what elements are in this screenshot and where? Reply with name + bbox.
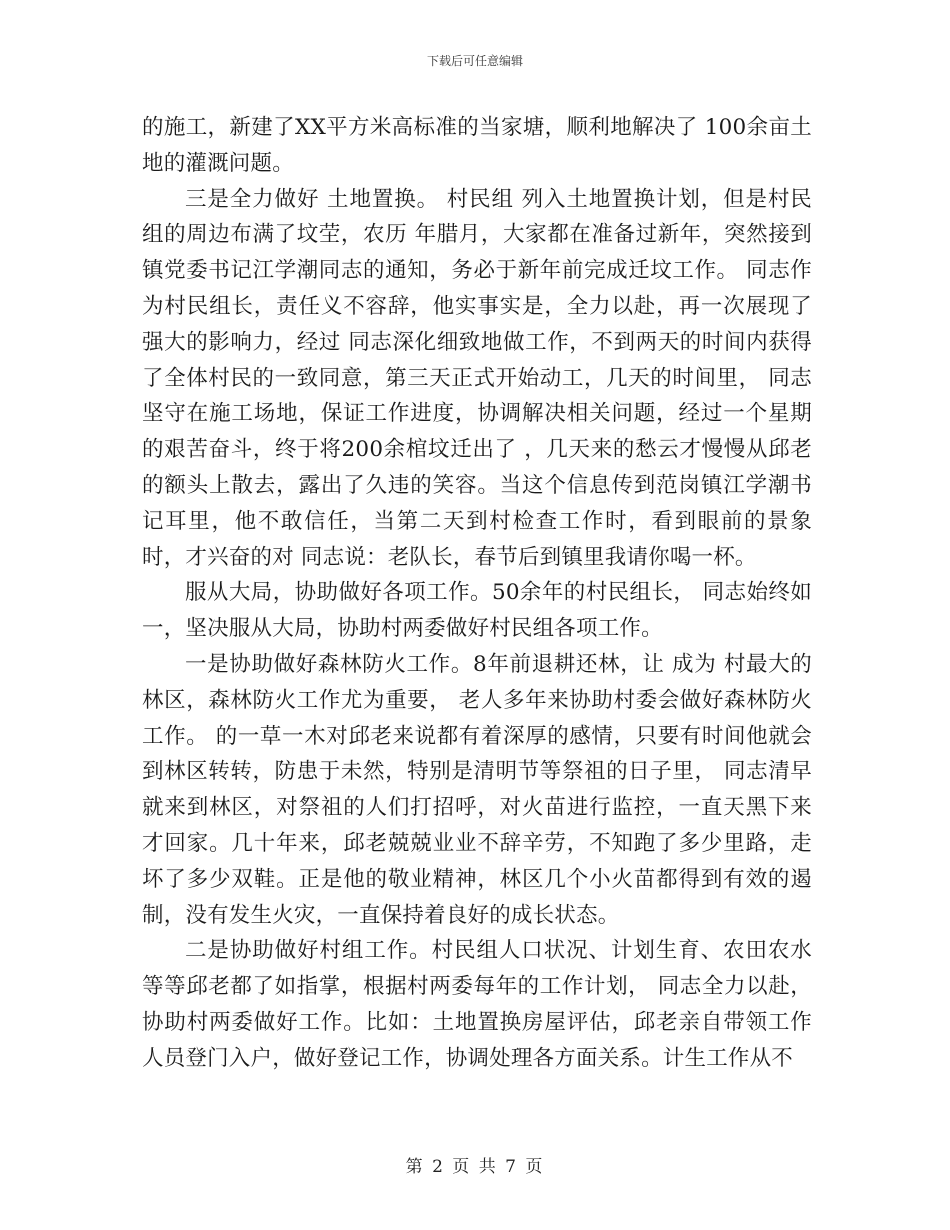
document-body	[142, 110, 812, 1077]
page-footer: 第 2 页 共 7 页	[405, 1157, 545, 1177]
paragraph-5: 二是协助做好村组工作。村民组人口状况、计划生育、农田农水等等邱老都了如指掌，根据村两委每年的工作计划， 同志全力以赴，协助村两委做好工作。比如：土地置换房屋评估，邱老亲自带领工作人员登门入户，做好登记工作，协调处理各方面关系。计生工作从不	[142, 938, 812, 1071]
paragraph-3: 服从大局，协助做好各项工作。50余年的村民组长， 同志始终如一，坚决服从大局，协助村两委做好村民组各项工作。	[142, 580, 812, 642]
paragraph-2: 三是全力做好 土地置换。 村民组 列入土地置换计划，但是村民组的周边布满了坟茔，农历 年腊月，大家都在准备过新年，突然接到镇党委书记江学潮同志的通知，务必于新年前完成迁坟工作。 同志作为村民组长，责任义不容辞，他实事实是，全力以赴，再一次展现了强大的影响力，经过 同志深化细致地做工作，不到两天的时间内获得了全体村民的一致同意，第三天正式开始动工，几天的时间里， 同志坚守在施工场地，保证工作进度，协调解决相关问题，经过一个星期的艰苦奋斗，终于将200余棺坟迁出了 ，几天来的愁云才慢慢从邱老的额头上散去，露出了久违的笑容。当这个信息传到范岗镇江学潮书记耳里，他不敢信任，当第二天到村检查工作时，看到眼前的景象时，才兴奋的对 同志说：老队长，春节后到镇里我请你喝一杯。	[142, 186, 812, 570]
paragraph-4: 一是协助做好森林防火工作。8年前退耕还林，让 成为 村最大的林区，森林防火工作尤为重要， 老人多年来协助村委会做好森林防火工作。 的一草一木对邱老来说都有着深厚的感情，只要有时间他就会到林区转转，防患于未然，特别是清明节等祭祖的日子里， 同志清早就来到林区，对祭祖的人们打招呼，对火苗进行监控，一直天黑下来才回家。几十年来，邱老兢兢业业不辞辛劳，不知跑了多少里路，走坏了多少双鞋。正是他的敬业精神，林区几个小火苗都得到有效的遏制，没有发生火灾，一直保持着良好的成长状态。	[142, 651, 812, 928]
paragraph-1: 的施工，新建了XX平方米高标准的当家塘，顺利地解决了 100余亩土地的灌溉问题。	[142, 115, 812, 176]
page-header: 下载后可任意编辑	[426, 54, 523, 68]
